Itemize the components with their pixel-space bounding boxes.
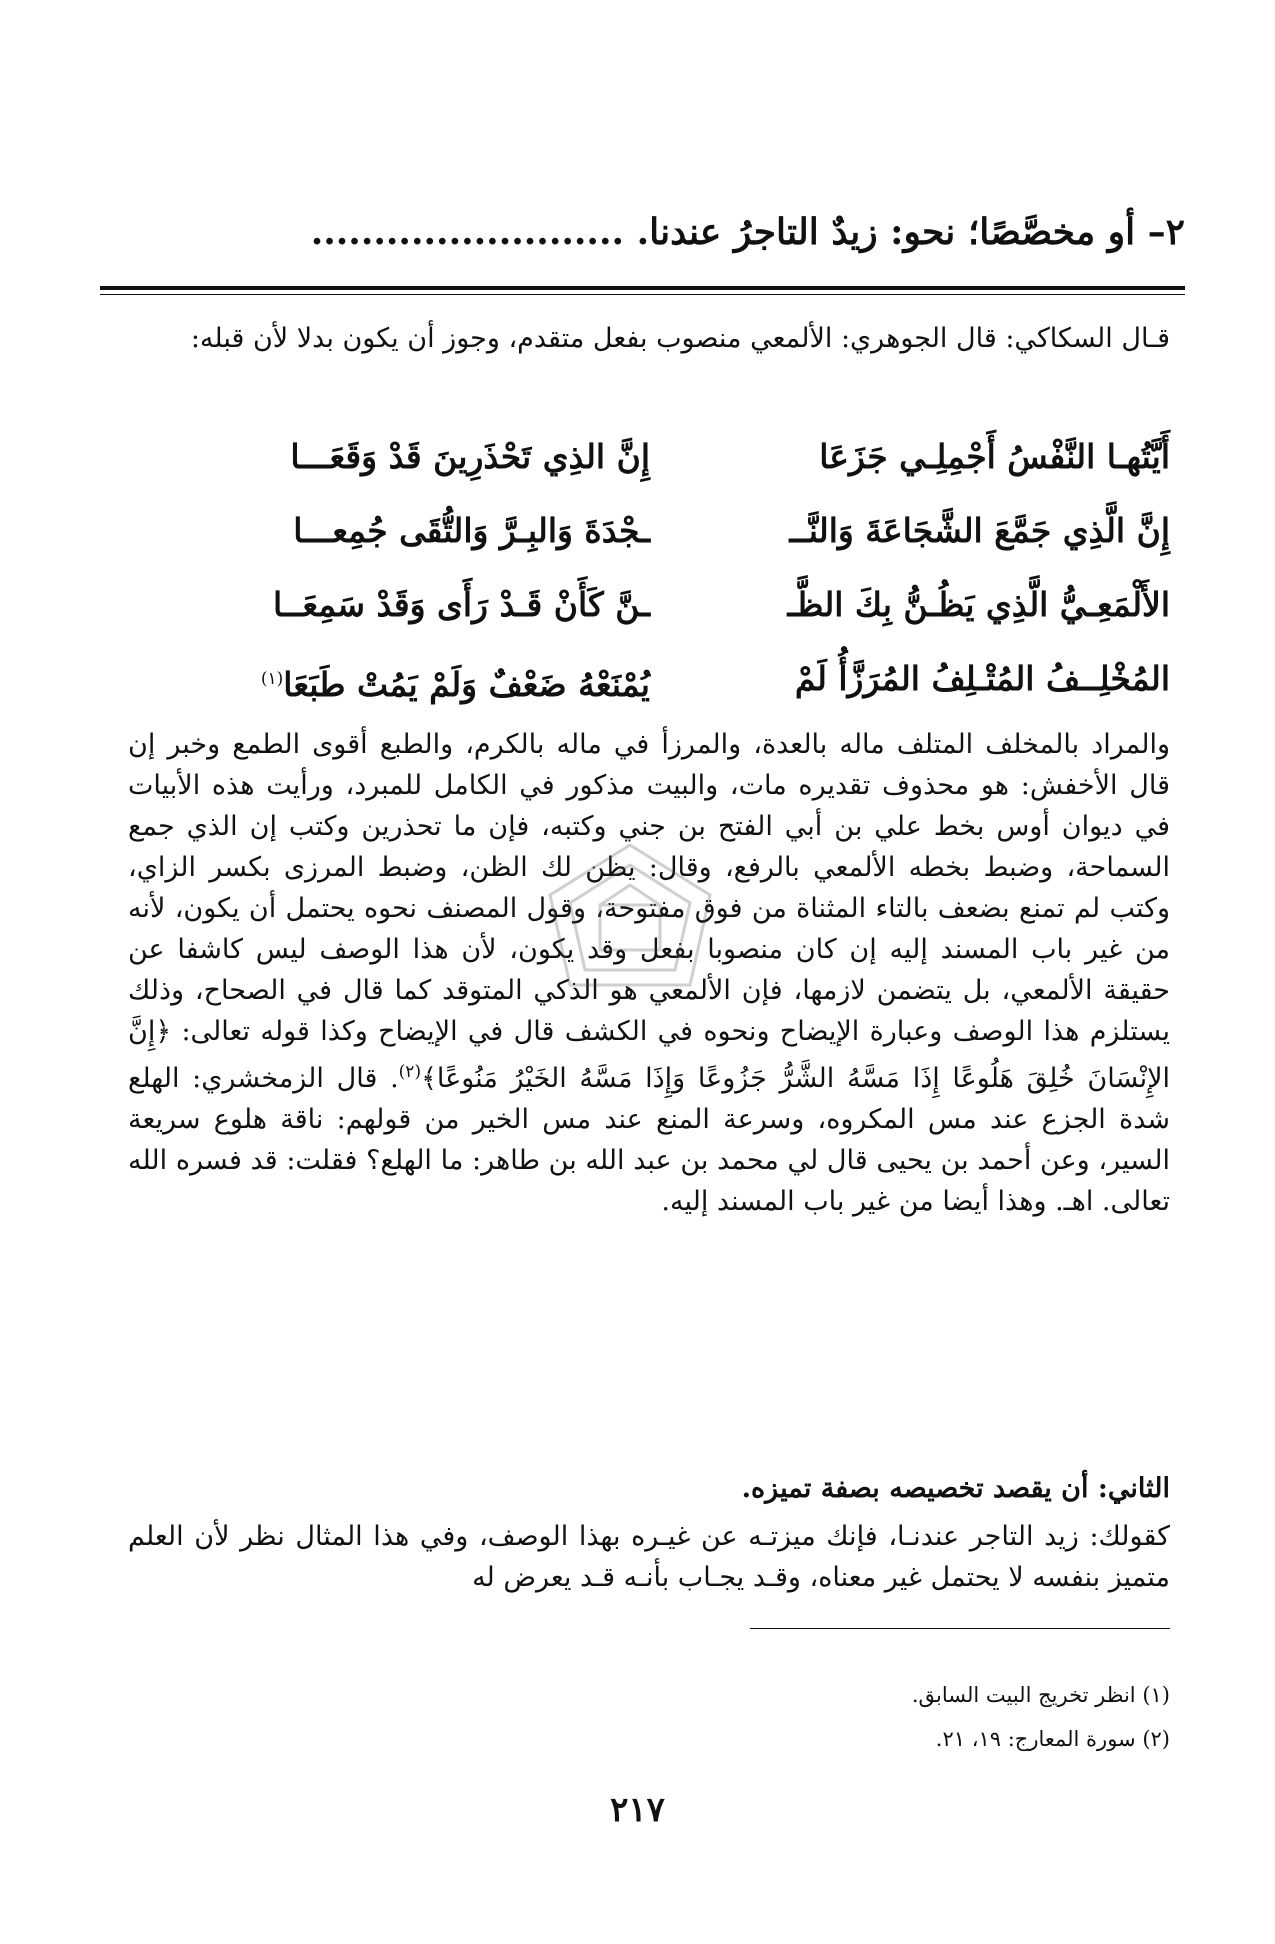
verse-second-hemistich: ـجْدَةَ وَالبِـرَّ وَالتُّقَى جُمِعـــا bbox=[293, 511, 650, 550]
commentary-text: والمراد بالمخلف المتلف ماله بالعدة، والمرزأ في ماله بالكرم، والطبع أقوى الطمع وخبر إن قال الأخفش: هو محذوف تقديره مات، والبيت مذكور في الكامل للمبرد، ورأيت هذه الأبيات في ديوان أوس بخط علي بن أبي الفتح بن جني وكتبه، فإن ما تحذرين وكتب إن الذي جمع السماحة، وضبط بخطه الألمعي بالرفع، وقال: يظن لك الظن، وضبط المرزى بكسر الزاي، وكتب لم تمنع بضعف بالتاء المثناة من فوق مفتوحة، وقول المصنف نحوه يحتمل أن يكون، لأنه من غير باب المسند إليه إن كان منصوبا بفعل وقد يكون، لأن هذا الوصف ليس كاشفا عن حقيقة الألمعي، بل يتضمن لازمها، فإن الألمعي هو الذكي المتوقد كما قال في الصحاح، وذلك يستلزم هذا الوصف وعبارة الإيضاح ونحوه في الكشف قال في الإيضاح وكذا قوله تعالى: ﴿إِنَّ الإِنْسَانَ خُلِقَ هَلُوعًا إِذَا مَسَّهُ الشَّرُّ جَزُوعًا وَإِذَا مَسَّهُ الخَيْرُ مَنُوعًا﴾ bbox=[128, 729, 1170, 1094]
verse-row bbox=[128, 494, 1170, 568]
footnote-ref-2: (٢) bbox=[398, 1062, 422, 1082]
second-point-heading: الثاني: أن يقصد تخصيصه بصفة تميزه. bbox=[741, 1473, 1170, 1504]
library-seal-watermark-icon bbox=[540, 835, 720, 1005]
verse-second-hemistich: إِنَّ الذِي تَحْذَرِينَ قَدْ وَقَعَـــا bbox=[290, 437, 650, 476]
example-paragraph: كقولك: زيد التاجر عندنـا، فإنك ميزتـه عن غيـره بهذا الوصف، وفي هذا المثال نظر لأن العلم متميز بنفسه لا يحتمل غير معناه، وقـد يجـاب بأنـه قـد يعرض له bbox=[128, 1521, 1170, 1593]
heading-rule-thin bbox=[100, 294, 1185, 295]
verse-second-text: يُمْنَعْهُ ضَعْفٌ وَلَمْ يَمُتْ طَبَعَا bbox=[283, 665, 650, 704]
verse-second-hemistich bbox=[130, 642, 650, 722]
verse-first-hemistich: المُخْلِــفُ المُتْـلِفُ المُرَزَّأُ لَمْ bbox=[794, 659, 1170, 698]
verse-row bbox=[128, 642, 1170, 716]
page-number: ٢١٧ bbox=[610, 1790, 665, 1830]
verse-first-hemistich: إِنَّ الَّذِي جَمَّعَ الشَّجَاعَةَ وَالنَّــ bbox=[789, 511, 1170, 550]
intro-paragraph: قـال السكاكي: قال الجوهري: الألمعي منصوب بفعل متقدم، وجوز أن يكون بدلا لأن قبله: bbox=[190, 323, 1170, 354]
verse-row bbox=[128, 568, 1170, 642]
verse-first-hemistich: أَيَّتُهـا النَّفْسُ أَجْمِلِـي جَزَعَا bbox=[819, 437, 1170, 476]
heading-rule-thick bbox=[100, 286, 1185, 290]
poem-verses bbox=[128, 420, 1170, 716]
verse-second-hemistich: ـنَّ كَأَنْ قَـدْ رَأَى وَقَدْ سَمِعَــا bbox=[272, 585, 650, 624]
commentary-text-cont: . قال الزمخشري: الهلع شدة الجزع عند مس المكروه، وسرعة المنع عند مس الخير من قولهم: ناقة هلوع سريعة السير، وعن أحمد بن يحيى قال لي محمد بن عبد الله بن طاهر: ما الهلع؟ فقلت: قد فسره الله تعالى. اهـ. وهذا أيضا من غير باب المسند إليه. bbox=[128, 1063, 1170, 1217]
verse-row bbox=[128, 420, 1170, 494]
footnote-1: (١) انظر تخريج البيت السابق. bbox=[911, 1683, 1170, 1707]
footnote-ref-1: (١) bbox=[260, 669, 284, 689]
verse-first-hemistich: الأَلْمَعِـيُّ الَّذِي يَظُـنُّ بِكَ الظَّـ bbox=[787, 585, 1170, 624]
footnote-rule bbox=[750, 1628, 1170, 1629]
section-heading: ٢– أو مخصَّصًا؛ نحو: زيدٌ التاجرُ عندنا. ......................... bbox=[310, 211, 1185, 253]
footnote-2: (٢) سورة المعارج: ١٩، ٢١. bbox=[935, 1727, 1170, 1751]
